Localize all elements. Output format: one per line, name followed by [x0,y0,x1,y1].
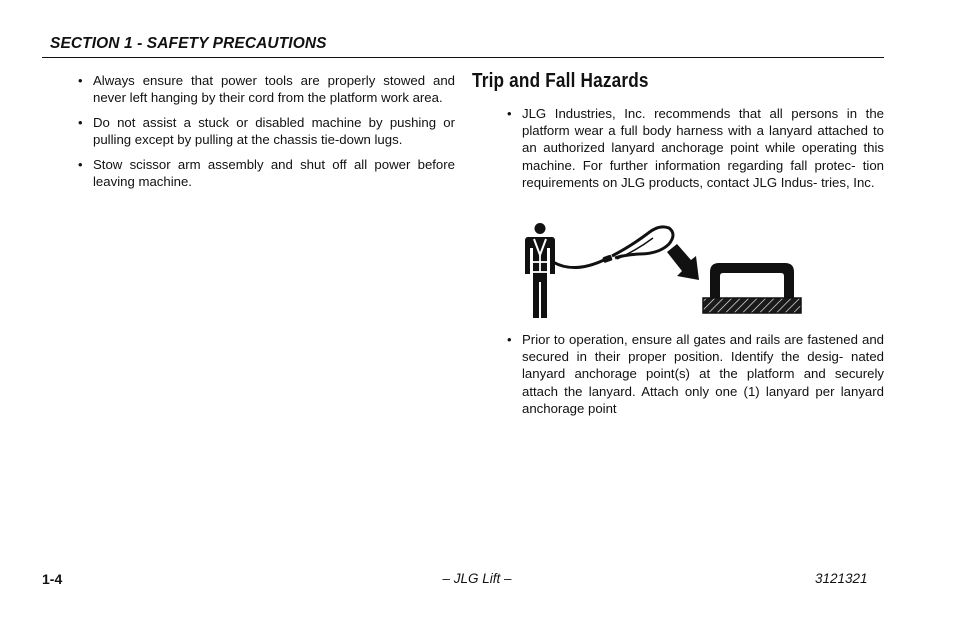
document-number: 3121321 [815,571,868,586]
fall-protection-illustration [519,222,805,320]
left-bullet-list [93,72,455,198]
bullet-item [93,114,455,148]
section-heading: Trip and Fall Hazards [472,70,649,92]
header-rule [42,57,884,58]
bullet-text: • Prior to operation, ensure all gates and rails are fastened and secured in their proper position. Identify the desig- nated lanyard anchorage point(s) at the platform and securely attach the lanyard. Attach only one (1) lanyard per lanyard anchorage point [522,332,884,416]
person-harness-icon [525,223,555,318]
right-bullet-list-bottom [522,331,884,425]
footer-title: – JLG Lift – [442,571,512,586]
bullet-text: • Always ensure that power tools are properly stowed and never left hanging by their cord from the platform work area. [93,73,455,106]
right-bullet-list-top [522,105,884,199]
bullet-item [522,331,884,417]
bullet-text: • JLG Industries, Inc. recommends that all persons in the platform wear a full body harness with a lanyard attached to an authorized lanyard anchorage point while operating this machine. For further information regarding fall protec- tion requirements on JLG products, contact JLG Indus- tries, Inc. [522,106,884,190]
bullet-item [93,156,455,190]
bullet-text: • Do not assist a stuck or disabled machine by pushing or pulling except by pulling at the chassis tie-down lugs. [93,114,455,148]
anchorage-point-icon [703,263,801,313]
bullet-item [522,105,884,191]
lanyard-icon [553,227,673,268]
page-number: 1-4 [42,571,63,587]
bullet-text: • Stow scissor arm assembly and shut off all power before leaving machine. [93,156,455,190]
section-title: SECTION 1 - SAFETY PRECAUTIONS [50,35,327,52]
arrow-icon [667,244,699,280]
bullet-item [93,72,455,106]
